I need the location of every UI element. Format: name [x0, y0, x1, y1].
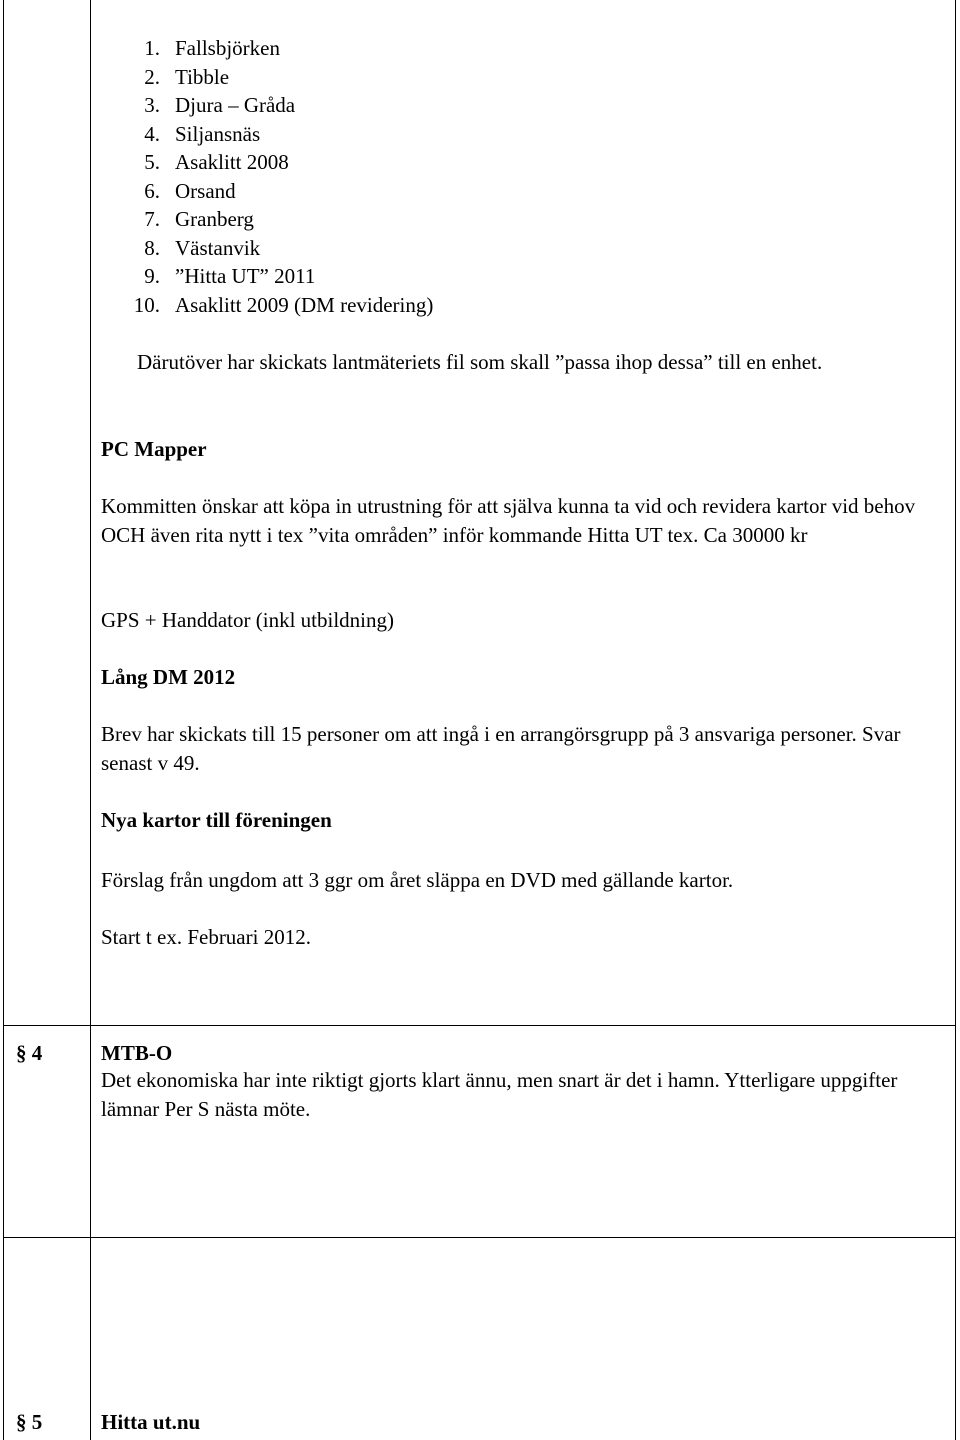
list-item-text: Fallsbjörken: [175, 36, 280, 60]
table-column-divider: [90, 0, 91, 1440]
pc-mapper-paragraph: Kommitten önskar att köpa in utrustning för att själva kunna ta vid och revidera kartor vid behov OCH även rita nytt i tex ”vita områden” inför kommande Hitta UT tex. Ca 30000 kr: [101, 494, 916, 547]
intro-paragraph: Därutöver har skickats lantmäteriets fil som skall ”passa ihop dessa” till en enhet.: [137, 350, 823, 374]
list-item-number: 5.: [144, 150, 160, 174]
table-left-border: [3, 0, 4, 1440]
list-item-text: Asaklitt 2009 (DM revidering): [175, 292, 434, 317]
list-item-number: 7.: [144, 207, 160, 231]
list-item-text: Tibble: [175, 64, 230, 89]
list-item-number: 1.: [144, 36, 160, 60]
gps-text: GPS + Handdator (inkl utbildning): [101, 608, 394, 632]
list-item-number: 2.: [144, 64, 160, 89]
section-5-title: Hitta ut.nu: [101, 1410, 201, 1434]
row-divider-4-5: [3, 1237, 956, 1238]
section-4-title: MTB-O: [101, 1041, 173, 1065]
place-list: [130, 34, 830, 324]
lang-dm-paragraph: Brev har skickats till 15 personer om att ingå i en arrangörsgrupp på 3 ansvariga personer. Svar senast v 49.: [101, 722, 901, 775]
section-5-label: § 5: [16, 1410, 43, 1434]
list-item-text: ”Hitta UT” 2011: [175, 264, 316, 288]
list-item-number: 10.: [133, 292, 160, 317]
list-item-number: 4.: [144, 121, 160, 146]
list-item-number: 3.: [144, 93, 160, 117]
list-item-text: Siljansnäs: [175, 121, 261, 146]
list-item-number: 8.: [144, 235, 160, 260]
list-item-text: Västanvik: [175, 235, 261, 260]
lang-dm-heading: Lång DM 2012: [101, 665, 236, 689]
list-item-text: Orsand: [175, 178, 236, 203]
list-item-text: Granberg: [175, 207, 254, 231]
nya-kartor-heading: Nya kartor till föreningen: [101, 808, 332, 832]
list-item-number: 6.: [144, 178, 160, 203]
table-right-border: [955, 0, 956, 1440]
list-item-text: Djura – Gråda: [175, 93, 296, 117]
list-item-number: 9.: [144, 264, 160, 288]
list-item-text: Asaklitt 2008: [175, 150, 289, 174]
section-4-label: § 4: [16, 1041, 43, 1065]
start-text: Start t ex. Februari 2012.: [101, 925, 311, 949]
pc-mapper-heading: PC Mapper: [101, 437, 207, 461]
nya-kartor-paragraph: Förslag från ungdom att 3 ggr om året släppa en DVD med gällande kartor.: [101, 868, 734, 892]
row-divider-3-4: [3, 1025, 956, 1026]
section-4-paragraph: Det ekonomiska har inte riktigt gjorts klart ännu, men snart är det i hamn. Ytterligare uppgifter lämnar Per S nästa möte.: [101, 1068, 898, 1121]
